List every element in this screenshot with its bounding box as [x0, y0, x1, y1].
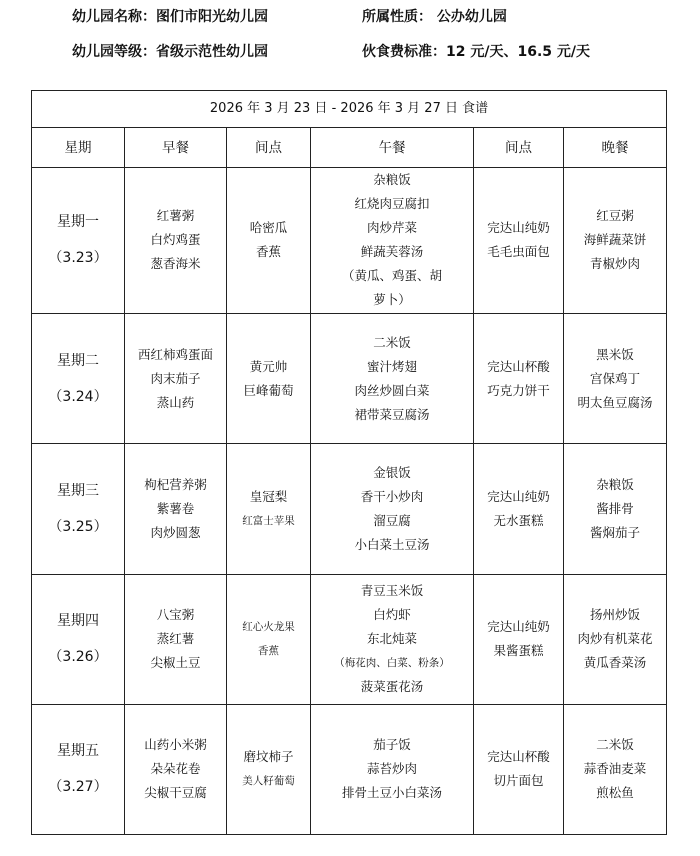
snack-2-cell — [474, 574, 564, 704]
day-name: 星期四 — [57, 613, 99, 630]
breakfast-cell — [125, 444, 227, 574]
day-cell — [32, 314, 125, 444]
menu-item: 香干小炒肉 — [360, 488, 424, 504]
menu-item: 尖椒土豆 — [150, 655, 201, 671]
day-cell — [32, 444, 125, 574]
lunch-cell — [311, 704, 474, 834]
menu-item: 海鲜蔬菜饼 — [583, 232, 647, 248]
column-header-row — [32, 128, 667, 167]
menu-item: 肉炒圆葱 — [150, 524, 201, 540]
menu-title: 2026 年 3 月 23 日 - 2026 年 3 月 27 日 食谱 — [32, 91, 667, 128]
menu-item: 裙带菜豆腐汤 — [354, 406, 430, 422]
menu-item: 蒸红薯 — [156, 631, 195, 647]
dinner-cell — [564, 574, 667, 704]
menu-item: 鲜蔬芙蓉汤 — [360, 244, 424, 260]
day-date: （3.27） — [48, 779, 108, 796]
menu-item: 白灼虾 — [373, 607, 411, 623]
menu-item: 朵朵花卷 — [150, 761, 201, 777]
menu-item: 磨坟柿子 — [243, 749, 294, 765]
col-header-lunch: 午餐 — [311, 128, 474, 167]
menu-item: 毛毛虫面包 — [487, 244, 550, 260]
dinner-cell — [564, 444, 667, 574]
menu-item: （梅花肉、白菜、粉条） — [334, 657, 450, 670]
snack-1-cell — [227, 167, 311, 313]
menu-item: 溜豆腐 — [373, 512, 411, 528]
menu-item: 肉炒芹菜 — [366, 220, 417, 236]
day-date: （3.23） — [48, 250, 108, 267]
col-header-weekday: 星期 — [32, 128, 125, 167]
dinner-cell — [564, 314, 667, 444]
menu-item: 枸杞营养粥 — [144, 476, 207, 492]
menu-item: 二米饭 — [373, 334, 411, 350]
breakfast-cell — [125, 167, 227, 313]
snack-1-cell — [227, 574, 311, 704]
menu-item: 蜜汁烤翅 — [366, 358, 417, 374]
menu-item: 八宝粥 — [156, 607, 195, 623]
menu-item: 葱香海米 — [150, 256, 201, 272]
menu-item: 青椒炒肉 — [590, 256, 641, 272]
menu-row-wednesday — [32, 444, 667, 574]
menu-item: 完达山杯酸 — [487, 358, 550, 374]
menu-item: 山药小米粥 — [144, 737, 207, 753]
day-cell — [32, 704, 125, 834]
lunch-cell — [311, 167, 474, 313]
snack-2-cell — [474, 704, 564, 834]
menu-row-tuesday — [32, 314, 667, 444]
menu-item: 菠菜蛋花汤 — [360, 679, 424, 695]
menu-item: 宫保鸡丁 — [590, 370, 641, 386]
menu-item: 金银饭 — [373, 464, 411, 480]
kindergarten-name: 幼儿园名称：图们市阳光幼儿园 — [72, 9, 268, 25]
menu-item: 肉末茄子 — [150, 370, 201, 386]
lunch-cell — [311, 314, 474, 444]
menu-item: 茄子饭 — [373, 737, 411, 753]
day-date: （3.25） — [48, 518, 108, 535]
col-header-snack-1: 间点 — [227, 128, 311, 167]
menu-item: 东北炖菜 — [366, 631, 417, 647]
menu-item: 蒸山药 — [156, 394, 195, 410]
menu-item: 酱焖茄子 — [590, 524, 641, 540]
day-cell — [32, 574, 125, 704]
breakfast-cell — [125, 704, 227, 834]
menu-item: 西红柿鸡蛋面 — [137, 346, 213, 362]
breakfast-cell — [125, 314, 227, 444]
menu-item: 萝卜） — [373, 292, 411, 308]
menu-item: 排骨土豆小白菜汤 — [341, 785, 442, 801]
snack-2-cell — [474, 444, 564, 574]
dinner-cell — [564, 704, 667, 834]
menu-item: 果酱蛋糕 — [493, 643, 544, 659]
menu-item: 哈密瓜 — [249, 220, 288, 236]
menu-item: 小白菜土豆汤 — [354, 536, 430, 552]
day-date: （3.24） — [48, 388, 108, 405]
col-header-dinner: 晚餐 — [564, 128, 667, 167]
menu-item: 肉炒有机菜花 — [577, 631, 653, 647]
menu-item: 杂粮饭 — [596, 476, 634, 492]
menu-item: 扬州炒饭 — [590, 607, 641, 623]
snack-2-cell — [474, 314, 564, 444]
menu-item: （黄瓜、鸡蛋、胡 — [341, 268, 442, 284]
menu-item: 酱排骨 — [596, 500, 634, 516]
menu-item: 红薯粥 — [156, 208, 195, 224]
lunch-cell — [311, 574, 474, 704]
meal-fee-standard: 伙食费标准：12 元/天、16.5 元/天 — [362, 44, 590, 60]
breakfast-cell — [125, 574, 227, 704]
menu-item: 皇冠梨 — [249, 488, 288, 504]
snack-1-cell — [227, 444, 311, 574]
weekly-menu-table — [31, 90, 667, 835]
menu-item: 青豆玉米饭 — [360, 583, 424, 599]
menu-item: 红豆粥 — [596, 208, 634, 224]
menu-item: 红心火龙果 — [242, 621, 295, 634]
menu-row-thursday — [32, 574, 667, 704]
menu-item: 切片面包 — [493, 773, 544, 789]
menu-item: 香蕉 — [258, 645, 279, 658]
day-date: （3.26） — [48, 649, 108, 666]
snack-2-cell — [474, 167, 564, 313]
menu-item: 完达山纯奶 — [487, 619, 550, 635]
snack-1-cell — [227, 314, 311, 444]
menu-item: 红烧肉豆腐扣 — [354, 196, 430, 212]
menu-item: 黄元帅 — [249, 358, 288, 374]
menu-item: 杂粮饭 — [373, 172, 411, 188]
menu-row-monday — [32, 167, 667, 313]
menu-item: 香蕉 — [255, 244, 281, 260]
day-cell — [32, 167, 125, 313]
menu-item: 美人籽葡萄 — [242, 775, 295, 788]
menu-row-friday — [32, 704, 667, 834]
menu-item: 尖椒干豆腐 — [144, 785, 207, 801]
menu-item: 二米饭 — [596, 737, 634, 753]
menu-item: 巧克力饼干 — [487, 382, 550, 398]
menu-item: 蒜香油麦菜 — [583, 761, 647, 777]
lunch-cell — [311, 444, 474, 574]
menu-item: 完达山纯奶 — [487, 488, 550, 504]
col-header-snack-2: 间点 — [474, 128, 564, 167]
menu-item: 红富士苹果 — [242, 514, 295, 527]
col-header-breakfast: 早餐 — [125, 128, 227, 167]
menu-item: 无水蛋糕 — [493, 512, 544, 528]
menu-item: 紫薯卷 — [156, 500, 195, 516]
snack-1-cell — [227, 704, 311, 834]
dinner-cell — [564, 167, 667, 313]
menu-item: 巨峰葡萄 — [243, 382, 294, 398]
menu-item: 黄瓜香菜汤 — [583, 655, 647, 671]
menu-item: 完达山杯酸 — [487, 749, 550, 765]
day-name: 星期二 — [57, 352, 99, 369]
menu-item: 蒜苔炒肉 — [366, 761, 417, 777]
menu-item: 完达山纯奶 — [487, 220, 550, 236]
menu-item: 肉丝炒圆白菜 — [354, 382, 430, 398]
day-name: 星期一 — [57, 214, 99, 231]
day-name: 星期五 — [57, 743, 99, 760]
day-name: 星期三 — [57, 482, 99, 499]
kindergarten-nature: 所属性质： 公办幼儿园 — [362, 9, 507, 25]
menu-item: 黑米饭 — [596, 346, 634, 362]
menu-item: 明太鱼豆腐汤 — [577, 394, 653, 410]
kindergarten-grade: 幼儿园等级：省级示范性幼儿园 — [72, 44, 268, 60]
menu-item: 煎松鱼 — [596, 785, 634, 801]
menu-item: 白灼鸡蛋 — [150, 232, 201, 248]
